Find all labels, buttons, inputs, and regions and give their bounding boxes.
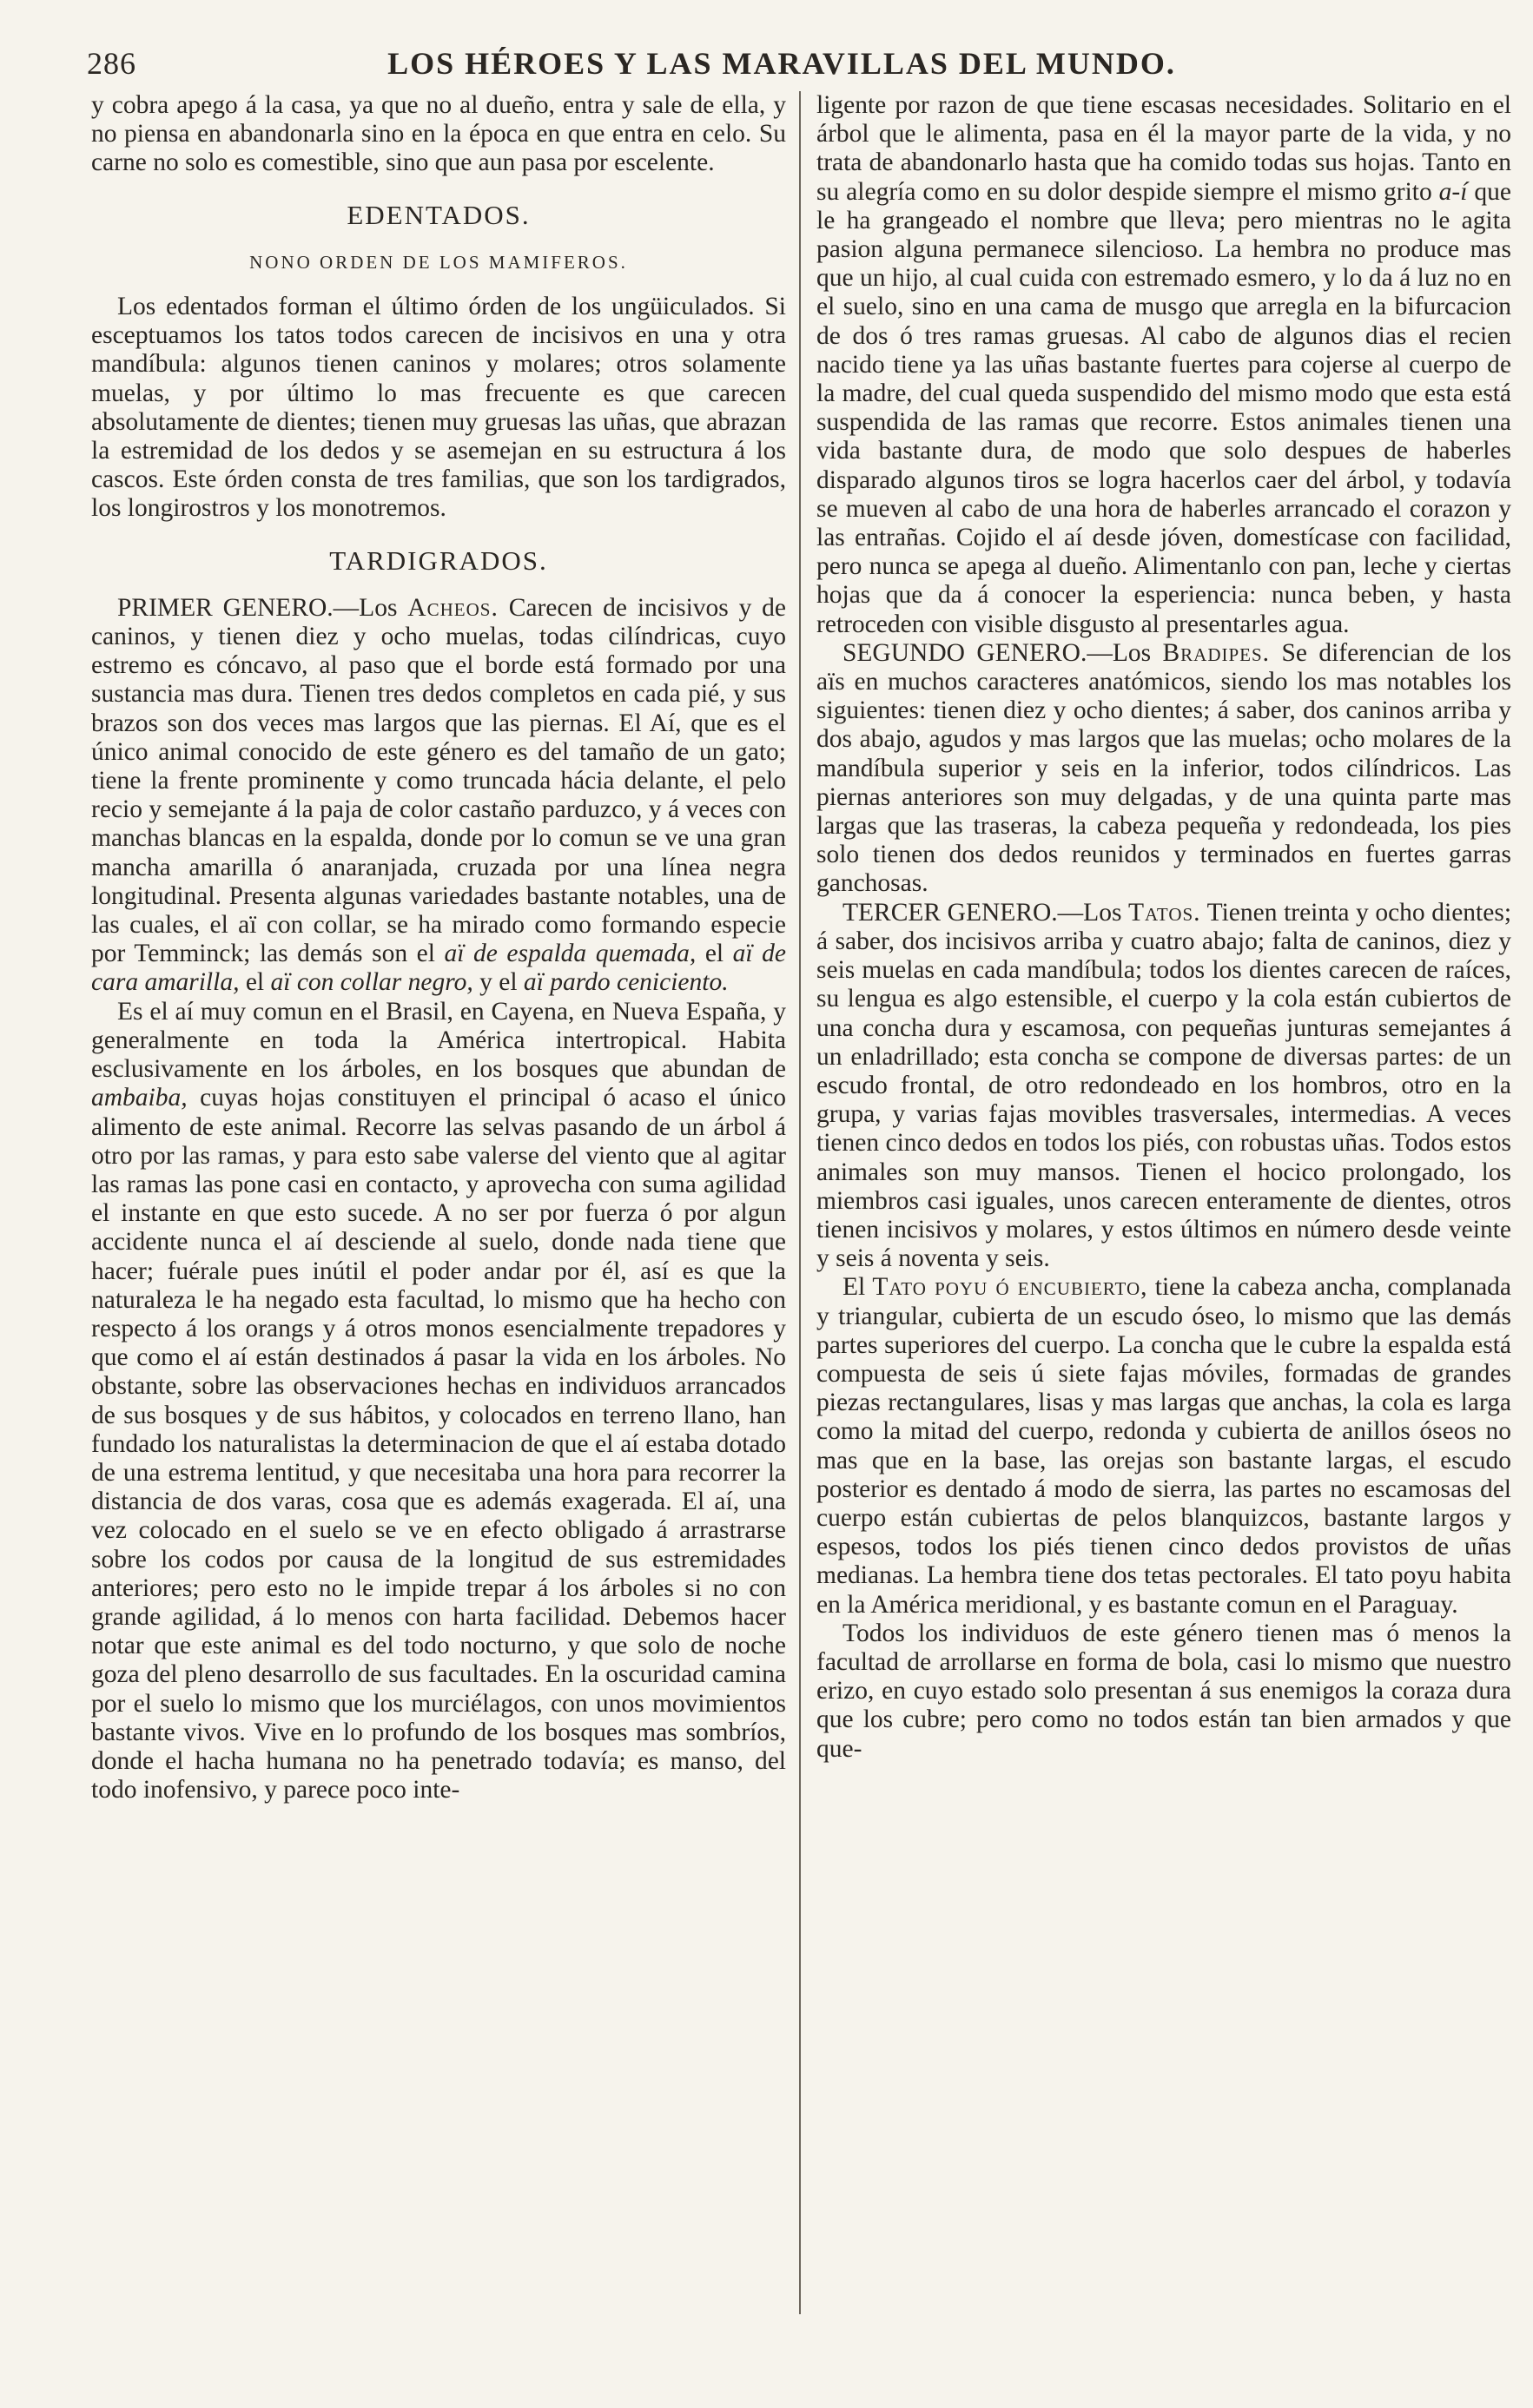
text-run: El <box>842 1273 866 1302</box>
genus-lead: TERCER GENERO.—Los <box>842 898 1122 927</box>
text-run: que le ha grangeado el nombre que lleva; pero mientras no le agita pasion alguna permanece silencioso. La hembra no produce mas que un hijo, al cual cuida con estremado esmero, y lo da á luz no en el suelo, sino en una cama de musgo que arregla en la bifurcacion de dos ó tres ramas gruesas. Al cabo de algunos dias el recien nacido tiene ya las uñas bastante fuertes para cojerse al cuerpo de la madre, del cual queda suspendido del mismo modo que esta está suspendida de las ramas que recorre. Estos animales tienen una vida bastante dura, de modo que solo despues de haberles disparado algunos tiros se logra hacerlos caer del árbol, y todavía se mueven al cabo de una hora de haberles arrancado el corazon y las entrañas. Cojido el aí desde jóven, domestícase con facilidad, pero nunca se apega al dueño. Alimentanlo con pan, leche y ciertas hojas que da á conocer la esperiencia: nunca beben, y hasta retroceden con visible disgusto al presentarles agua. <box>816 177 1511 638</box>
paragraph-primer-genero <box>91 594 786 998</box>
text-run: cuyas hojas constituyen el principal ó acaso el único alimento de este animal. Recorre las selvas pasando de un árbol á otro por las ramas, y para esto sabe valerse del viento que al agitar las ramas las pone casi en contacto, y aprovecha con suma agilidad el instante en que esto sucede. A no ser por fuerza ó por algun accidente nunca el aí desciende al suelo, donde nada tiene que hacer; fuérale pues inútil el poder andar por él, así es que la naturaleza le ha negado esta facultad, lo mismo que ha hecho con respecto á los orangs y á otros monos esencialmente trepadores y que como el aí están destinados á pasar la vida en los árboles. No obstante, sobre las observaciones hechas en individuos arrancados de sus bosques y de sus hábitos, y colocados en terreno llano, han fundado los naturalistas la determinacion de que el aí estaba dotado de una estrema lentitud, y que necesitaba una hora para recorrer la distancia de dos varas, cosa que es además exagerada. El aí, una vez colocado en el suelo se ve en efecto obligado á arrastrarse sobre los codos por causa de la longitud de sus estremidades anteriores; pero esto no le impide trepar á los árboles si no con grande agilidad, á lo menos con harta facilidad. Debemos hacer notar que este animal es del todo nocturno, y que solo de noche goza del pleno desarrollo de sus facultades. En la oscuridad camina por el suelo lo mismo que los murciélagos, con unos movimientos bastante vivos. Vive en lo profundo de los bosques mas sombríos, donde el hacha humana no ha penetrado todavía; es manso, del todo inofensivo, y parece poco inte- <box>91 1084 786 1804</box>
column-divider <box>799 91 801 2314</box>
genus-name: Tatos. <box>1128 898 1201 927</box>
text-run: Es el aí muy comun en el Brasil, en Cayena, en Nueva España, y generalmente en toda la América intertropical. Habita esclusivamente en los árboles, en los bosques que abundan de <box>91 997 786 1084</box>
page-header <box>87 45 1477 89</box>
paragraph <box>816 91 1511 639</box>
paragraph-segundo-genero <box>816 639 1511 899</box>
text-run: el <box>245 968 265 997</box>
right-column <box>816 91 1511 2314</box>
text-run: Carecen de incisivos y de caninos, y tienen diez y ocho muelas, todas cilíndricas, cuyo estremo es cóncavo, al paso que el borde está formado por una sustancia mas dura. Tienen tres dedos completos en cada pié, y sus brazos son dos veces mas largos que las piernas. El Aí, que es el único animal conocido de este género es del tamaño de un gato; tiene la frente prominente y como truncada hácia delante, el pelo recio y semejante á la paja de color castaño parduzco, y á veces con manchas blancas en la espalda, donde por lo comun se ve una gran mancha amarilla ó anaranjada, cruzada por una línea negra longitudinal. Presenta algunas variedades bastante notables, una de las cuales, el aï con collar, se ha mirado como formando especie por Temminck; las demás son el <box>91 593 786 968</box>
paragraph-tercer-genero <box>816 899 1511 1274</box>
italic-term: aï de cara amarilla, <box>91 940 786 997</box>
genus-name: Acheos. <box>407 593 499 622</box>
paragraph: y cobra apego á la casa, ya que no al dueño, entra y sale de ella, y no piensa en abandonarla sino en la época en que entra en celo. Su carne no solo es comestible, sino que aun pasa por escelente. <box>91 91 786 177</box>
species-name: Tato poyu ó encubierto, <box>872 1273 1148 1302</box>
italic-term: a-í <box>1438 177 1468 206</box>
text-run: tiene la cabeza ancha, complanada y triangular, cubierta de un escudo óseo, lo mismo que las demás partes superiores del cuerpo. La concha que le cubre la espalda está compuesta de seis ú siete fajas móviles, formadas de grandes piezas rectangulares, lisas y mas largas que anchas, la cola es larga como la mitad del cuerpo, redonda y cubierta de anillos óseos no mas que en la base, las orejas son bastante largas, el escudo posterior es dentado á modo de sierra, las partes no escamosas del cuerpo están cubiertas de pelos blanquizcos, bastante largos y espesos, todos los piés tienen cinco dedos provistos de uñas medianas. La hembra tiene dos tetas pectorales. El tato poyu habita en la América meridional, y es bastante comun en el Paraguay. <box>816 1273 1511 1619</box>
italic-term: aï con collar negro, <box>270 968 473 997</box>
text-run: ligente por razon de que tiene escasas necesidades. Solitario en el árbol que le alimenta, pasa en él la mayor parte de la vida, y no trata de abandonarlo hasta que ha comido todas sus hojas. Tanto en su alegría como en su dolor despide siempre el mismo grito <box>816 91 1511 206</box>
text-run: Se diferencian de los aïs en muchos caracteres anatómicos, siendo los mas notables los siguientes: tienen diez y ocho dientes; á saber, dos caninos arriba y dos abajo, agudos y mas largos que las muelas; ocho molares de la mandíbula superior y seis en la inferior, todos cilíndricos. Las piernas anteriores son muy delgadas, y de una quinta parte mas largas que las traseras, la cabeza pequeña y redondeada, los pies solo tienen dos dedos reunidos y terminados en fuertes garras ganchosas. <box>816 638 1511 898</box>
section-heading-tardigrados: TARDIGRADOS. <box>329 544 548 576</box>
text-run: el <box>704 940 724 968</box>
page-number: 286 <box>87 46 136 81</box>
genus-name: Bradipes. <box>1162 638 1271 667</box>
paragraph: Los edentados forman el último órden de los ungüiculados. Si esceptuamos los tatos todos carecen de incisivos en una y otra mandíbula: algunos tienen caninos y molares; otros solamente muelas, y por último lo mas frecuente es que carecen absolutamente de dientes; tienen muy gruesas las uñas, que abrazan la estremidad de los dedos y se asemejan en su estructura á los cascos. Este órden consta de tres familias, que son los tardigrados, los longirostros y los monotremos. <box>91 293 786 523</box>
left-column <box>91 91 786 2314</box>
genus-lead: PRIMER GENERO.—Los <box>117 593 398 622</box>
section-heading-edentados: EDENTADOS. <box>347 199 531 230</box>
paragraph-tato-poyu <box>816 1273 1511 1619</box>
italic-term: aï pardo ceniciento. <box>523 968 729 997</box>
paragraph <box>91 998 786 1805</box>
italic-term: aï de espalda quemada, <box>444 940 697 968</box>
order-subheading: NONO ORDEN DE LOS MAMIFEROS. <box>249 251 628 273</box>
paragraph: Todos los individuos de este género tienen mas ó menos la facultad de arrollarse en forma de bola, casi lo mismo que nuestro erizo, en cuyo estado solo presentan á sus enemigos la coraza dura que los cubre; pero como no todos están tan bien armados y que que- <box>816 1619 1511 1763</box>
genus-lead: SEGUNDO GENERO.—Los <box>842 638 1152 667</box>
text-run: y el <box>479 968 518 997</box>
text-run: Tienen treinta y ocho dientes; á saber, dos incisivos arriba y cuatro abajo; falta de caninos, diez y seis muelas en cada mandíbula; todos los dientes carecen de raíces, su lengua es algo estensible, el cuerpo y la cola están cubiertos de una concha dura y escamosa, con pequeñas junturas semejantes á un enladrillado; esta concha se compone de diversas partes: de un escudo frontal, de otro redondeado en los hombros, otro en la grupa, y varias fajas movibles trasversales, intermedias. A veces tienen cinco dedos en todos los piés, con robustas uñas. Todos estos animales son muy mansos. Tienen el hocico prolongado, los miembros casi iguales, unos carecen enteramente de dientes, otros tienen incisivos y molares, y estos últimos en número desde veinte y seis á noventa y seis. <box>816 898 1511 1273</box>
running-head: LOS HÉROES Y LAS MARAVILLAS DEL MUNDO. <box>387 46 1176 81</box>
italic-term: ambaiba, <box>91 1084 188 1112</box>
